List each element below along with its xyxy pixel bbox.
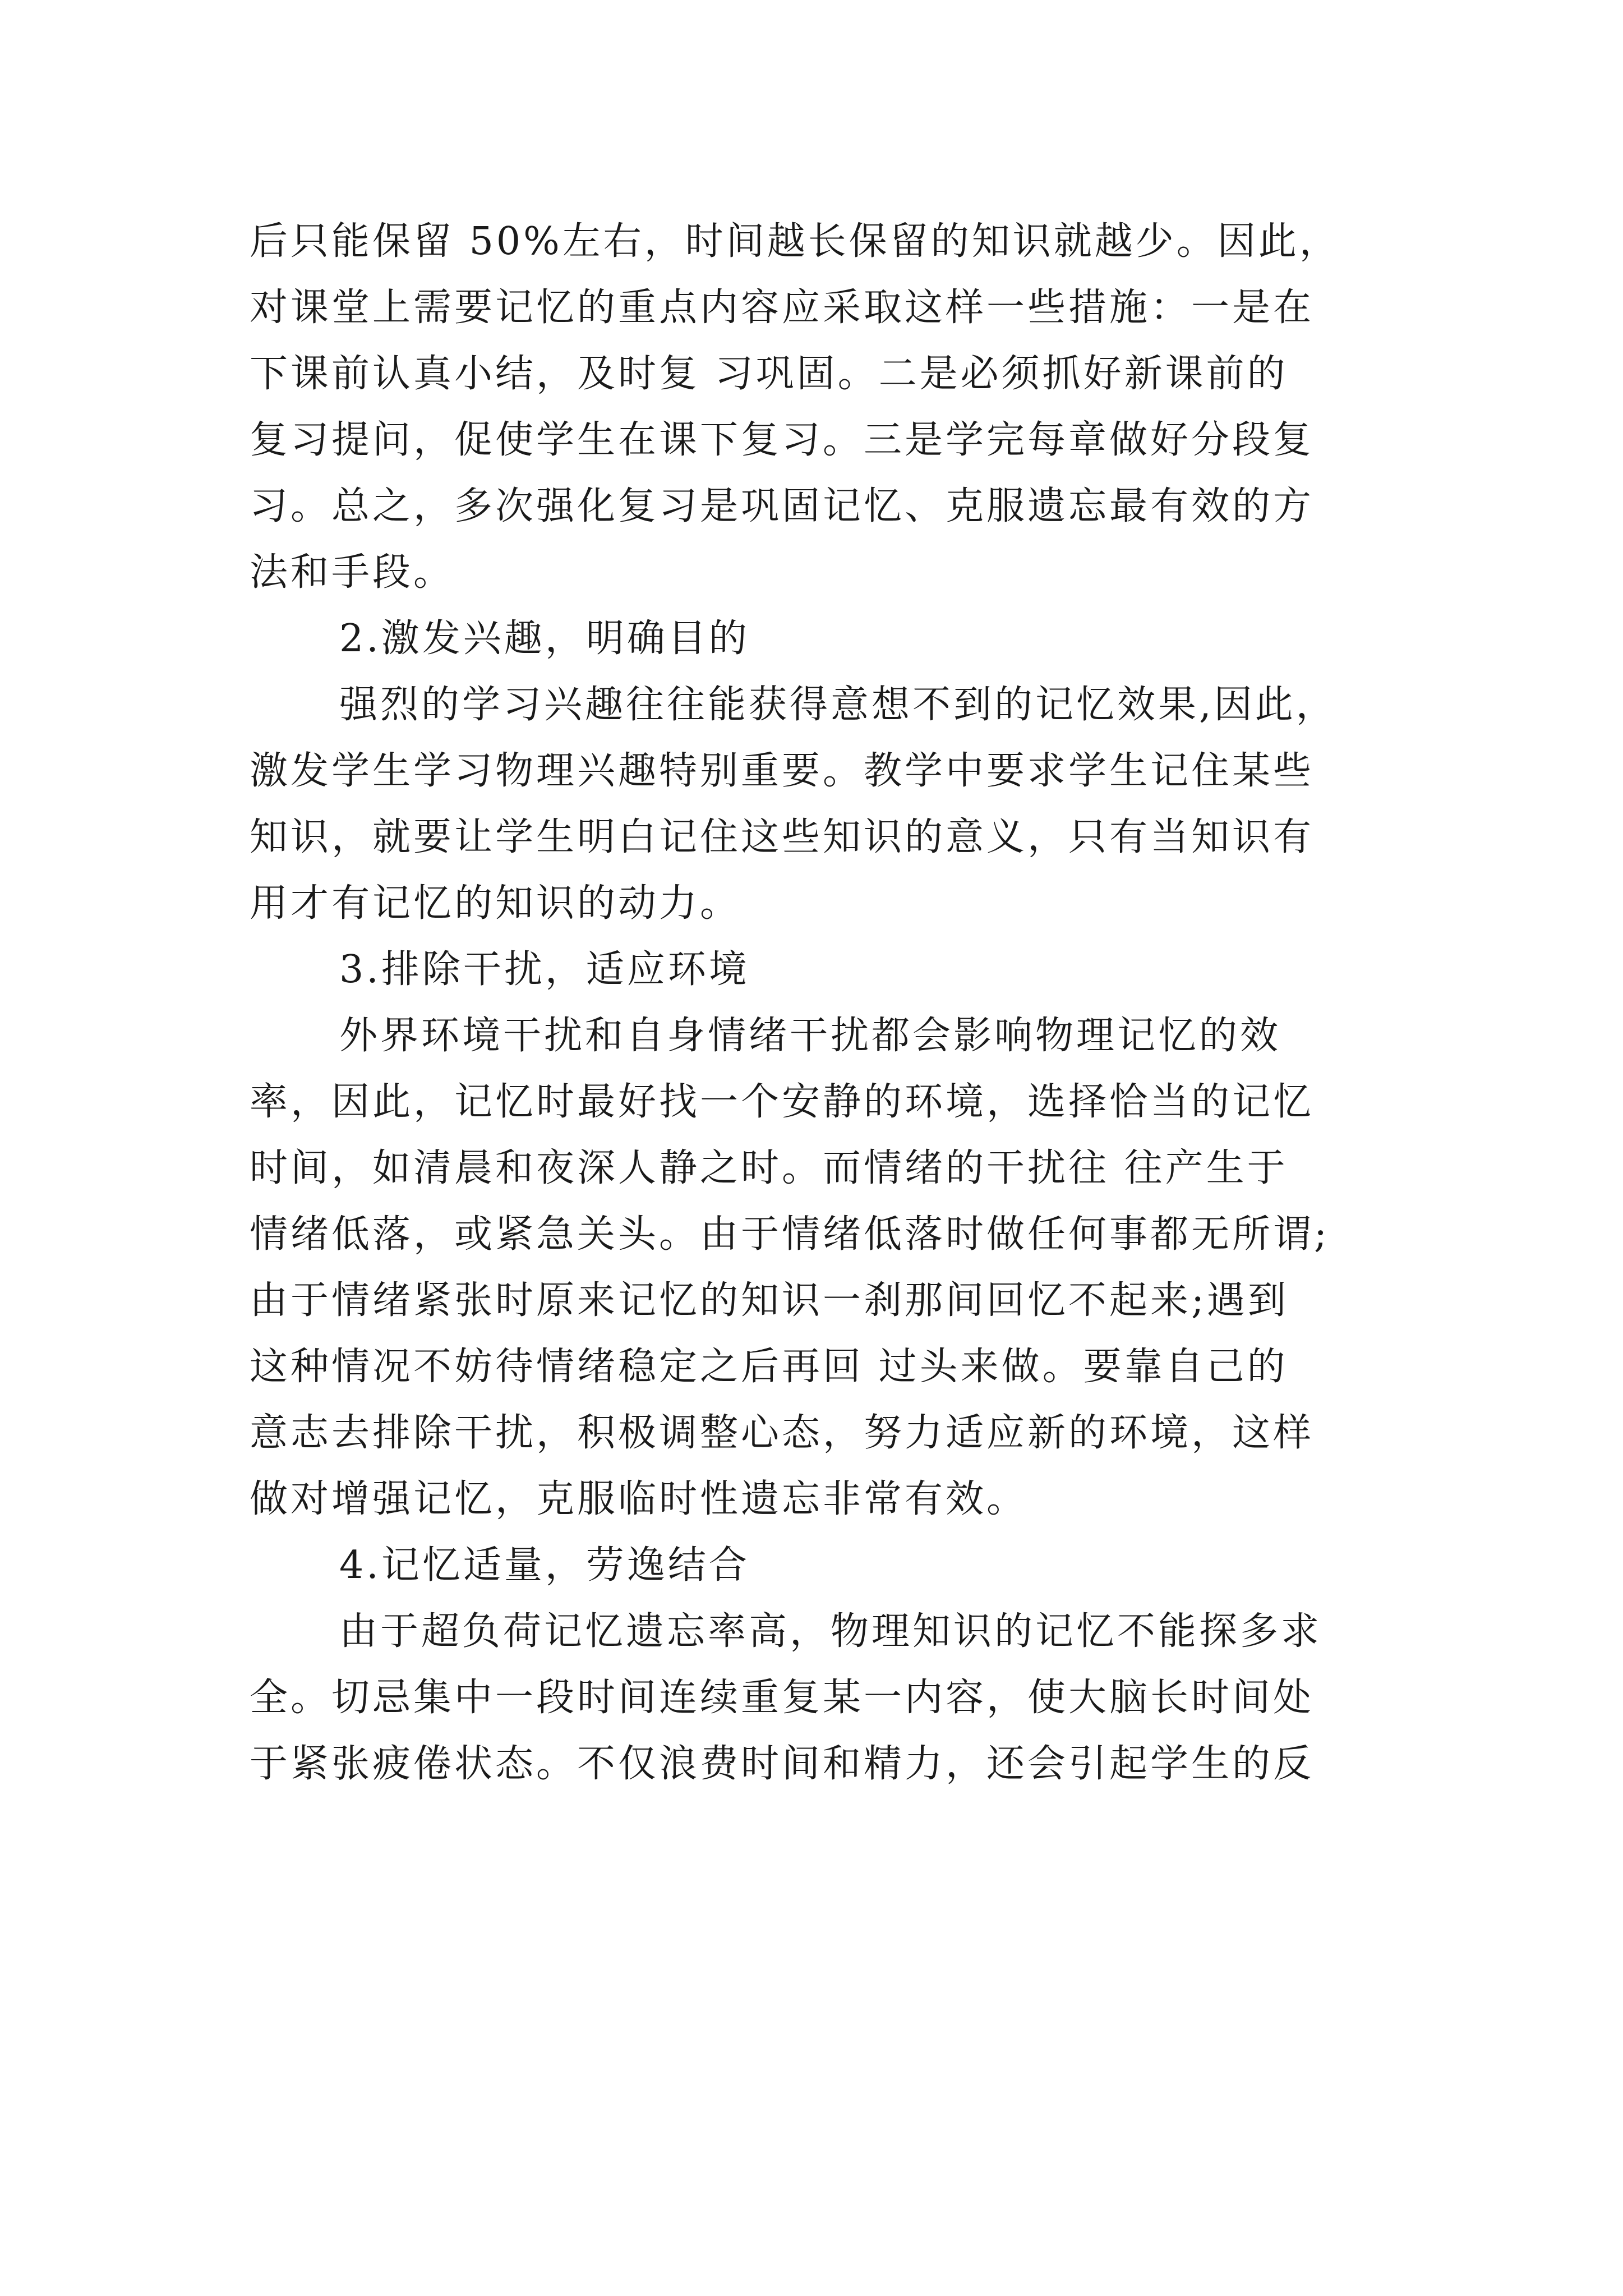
section-heading: 4.记忆适量，劳逸结合 — [339, 1543, 750, 1588]
text-line: 外界环境干扰和自身情绪干扰都会影响物理记忆的效 — [339, 1014, 1281, 1058]
text-line: 由于超负荷记忆遗忘率高，物理知识的记忆不能探多求 — [339, 1609, 1322, 1654]
text-line: 做对增强记忆，克服临时性遗忘非常有效。 — [250, 1477, 1028, 1521]
text-line: 法和手段。 — [250, 550, 455, 595]
text-line: 全。切忌集中一段时间连续重复某一内容，使大脑长时间处 — [250, 1676, 1315, 1720]
text-line: 对课堂上需要记忆的重点内容应采取这样一些措施：一是在 — [250, 286, 1315, 330]
text-line: 用才有记忆的知识的动力。 — [250, 881, 741, 926]
text-line: 时间，如清晨和夜深人静之时。而情绪的干扰往 往产生于 — [250, 1146, 1288, 1190]
text-line: 激发学生学习物理兴趣特别重要。教学中要求学生记住某些 — [250, 749, 1315, 793]
text-line: 情绪低落，或紧急关头。由于情绪低落时做任何事都无所谓; — [250, 1212, 1330, 1257]
body-text — [250, 209, 1388, 1797]
text-line: 于紧张疲倦状态。不仅浪费时间和精力，还会引起学生的反 — [250, 1742, 1315, 1786]
text-line: 意志去排除干扰，积极调整心态，努力适应新的环境，这样 — [250, 1411, 1315, 1455]
text-line: 率，因此，记忆时最好找一个安静的环境，选择恰当的记忆 — [250, 1080, 1315, 1124]
text-line: 由于情绪紧张时原来记忆的知识一刹那间回忆不起来;遇到 — [250, 1278, 1289, 1323]
section-heading: 2.激发兴趣，明确目的 — [339, 616, 750, 661]
text-line: 强烈的学习兴趣往往能获得意想不到的记忆效果,因此， — [339, 683, 1337, 727]
text-line: 复习提问，促使学生在课下复习。三是学完每章做好分段复 — [250, 418, 1315, 462]
text-line: 后只能保留 50%左右，时间越长保留的知识就越少。因此， — [250, 219, 1340, 264]
text-line: 习。总之，多次强化复习是巩固记忆、克服遗忘最有效的方 — [250, 484, 1315, 528]
text-line: 这种情况不妨待情绪稳定之后再回 过头来做。要靠自己的 — [250, 1345, 1288, 1389]
text-line: 下课前认真小结，及时复 习巩固。二是必须抓好新课前的 — [250, 352, 1288, 396]
section-heading: 3.排除干扰，适应环境 — [339, 947, 750, 992]
text-line: 知识，就要让学生明白记住这些知识的意义，只有当知识有 — [250, 815, 1315, 859]
